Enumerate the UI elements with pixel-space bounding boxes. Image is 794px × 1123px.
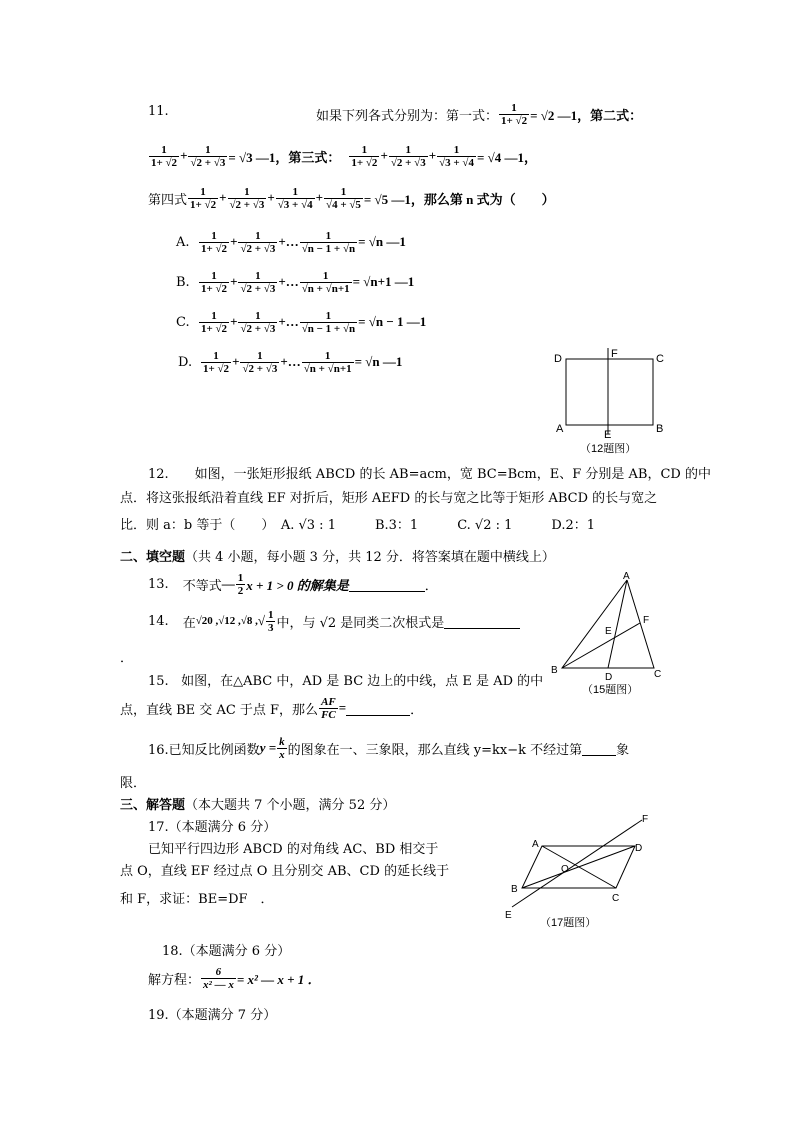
frac <box>437 144 476 169</box>
q18-rhs: = x² — x + 1 ． <box>236 971 321 987</box>
figure-12 <box>550 344 680 459</box>
frac <box>300 270 352 295</box>
frac <box>236 572 246 597</box>
q17-line1: 已知平行四边形 ABCD 的对角线 AC、BD 相交于 <box>148 842 439 857</box>
label-a: A <box>623 571 630 582</box>
q17-line2: 点 O，直线 EF 经过点 O 且分别交 AB、CD 的延长线于 <box>120 864 450 879</box>
frac-den: √n − 1 + √n <box>301 242 356 255</box>
plus: + <box>180 148 188 163</box>
triangle-abc <box>562 580 654 668</box>
label-b: B <box>551 665 558 676</box>
q16-line1 <box>148 732 629 764</box>
line-ef <box>512 820 642 907</box>
label-e: E <box>604 429 612 441</box>
frac-num: 1 <box>161 143 167 156</box>
frac <box>349 144 379 169</box>
frac-num: 1 <box>213 349 219 362</box>
plus: + <box>230 234 238 249</box>
period: ． <box>410 702 424 718</box>
option-rhs: = √n —1 <box>354 354 403 369</box>
frac-num: 1 <box>237 571 244 584</box>
frac-den: 2 <box>237 584 244 597</box>
frac-num: AF <box>321 695 336 708</box>
frac-den: √2 + √3 <box>240 242 276 255</box>
frac-num: 1 <box>211 309 217 322</box>
q14-end: ． <box>120 651 134 666</box>
label-a: A <box>556 423 564 435</box>
plus: + <box>315 190 324 205</box>
q15-text2: 点，直线 BE 交 AC 于点 F，那么 <box>120 702 319 718</box>
option-label: D. <box>178 354 193 370</box>
period: ． <box>424 578 438 594</box>
rectangle-abcd <box>566 359 653 425</box>
q16-text: 的图象在一、三象限，那么直线 y=kx−k 不经过第 <box>287 742 583 758</box>
ellipsis: +… <box>278 274 299 289</box>
frac-num: 1 <box>255 269 261 282</box>
frac-num: 1 <box>361 143 368 156</box>
frac-den: √n − 1 + √n <box>301 322 356 335</box>
label-e: E <box>605 626 612 637</box>
section-desc: （本大题共 7 个小题，满分 52 分） <box>185 798 396 813</box>
q11-option-c <box>176 304 426 340</box>
q15-number: 15. <box>148 674 169 689</box>
label-e: E <box>505 910 512 921</box>
frac <box>149 144 179 169</box>
frac <box>188 186 218 211</box>
label-b: B <box>656 423 664 435</box>
q12-line2: 点．将这张报纸沿着直线 EF 对折后，矩形 AEFD 的长与宽之比等于矩形 ABCD 的长与宽之 <box>120 491 658 506</box>
q13-number: 13. <box>148 576 169 592</box>
option-label: B. <box>176 274 190 290</box>
frac-den: 1+ √2 <box>201 242 228 255</box>
q11-line2 <box>148 138 537 174</box>
q14-mid: 中，与 √2 是同类二次根式是 <box>276 615 445 631</box>
q16-lead: 16.已知反比例函数 <box>148 742 260 758</box>
q11-eq1-rhs: = √2 —1，第二式： <box>530 107 643 123</box>
frac-den: 1+ √2 <box>201 322 228 335</box>
frac-den: x <box>279 748 285 761</box>
label-d: D <box>605 672 613 683</box>
frac <box>276 186 315 211</box>
frac-den: √2 + √3 <box>240 322 276 335</box>
frac-den: 1+ √2 <box>190 198 217 211</box>
frac <box>238 270 277 295</box>
plus: + <box>232 354 240 369</box>
plus: + <box>380 148 388 163</box>
frac-num: 1 <box>205 143 211 156</box>
q15-line2 <box>120 692 423 724</box>
frac-den: √3 + √4 <box>277 198 313 211</box>
q11-option-d <box>178 344 402 380</box>
q12-line1: 12. 如图，一张矩形报纸 ABCD 的长 AB=acm，宽 BC=Bcm，E、F 分别是 AB，CD 的中 <box>148 467 711 482</box>
frac-num: 1 <box>511 101 517 114</box>
frac-num: k <box>279 735 285 748</box>
q17-head: 17.（本题满分 6 分） <box>148 820 277 835</box>
caption: （15题图） <box>582 684 639 696</box>
q13 <box>148 567 438 601</box>
q14-number: 14. <box>148 613 169 629</box>
q11-line3-lead: 第四式 <box>148 192 188 208</box>
frac-den: √2 + √3 <box>390 156 426 169</box>
frac-num: 1 <box>405 143 412 156</box>
plus: + <box>230 314 238 329</box>
option-rhs: = √n+1 —1 <box>352 274 415 289</box>
ellipsis: +… <box>280 354 301 369</box>
frac-num: 1 <box>244 185 250 198</box>
q11-option-a <box>176 224 406 260</box>
frac-den: 1+ √2 <box>203 362 230 375</box>
frac-num: 1 <box>453 143 460 156</box>
figure-17 <box>500 810 660 935</box>
frac <box>277 736 287 761</box>
frac-den: 1+ √2 <box>201 282 228 295</box>
frac-num: 1 <box>322 269 329 282</box>
frac <box>302 350 354 375</box>
q14-radicals: √20 ,√12 ,√8 , <box>195 615 258 627</box>
frac-num: 6 <box>215 965 222 978</box>
frac <box>389 144 428 169</box>
frac-num: 1 <box>340 185 347 198</box>
frac-den: x² — x <box>203 978 234 991</box>
q14-lead: 在 <box>182 615 196 631</box>
frac-den: √2 + √3 <box>242 362 278 375</box>
label-b: B <box>511 884 518 895</box>
q11-line1 <box>316 96 642 132</box>
frac <box>319 696 338 721</box>
label-f: F <box>643 615 650 626</box>
frac-den: FC <box>321 708 336 721</box>
q16-tail: 象 <box>616 742 630 758</box>
frac-den: √3 + √4 <box>439 156 474 169</box>
figure-15 <box>548 570 668 700</box>
section-2-heading <box>120 546 555 565</box>
caption: （12题图） <box>580 443 637 455</box>
answer-blank[interactable] <box>444 614 520 629</box>
q14: 14. 在 √20 ,√12 ,√8 , √ $\frac{1}{3}$ 中，与 √2 是同类二次根式是 <box>148 606 520 636</box>
q18-equation <box>148 962 321 994</box>
label-f: F <box>642 814 649 825</box>
frac-num: 1 <box>325 309 332 322</box>
minus: — <box>221 576 235 591</box>
section-title: 二、填空题 <box>120 550 186 565</box>
frac-den: 1+ √2 <box>501 114 528 127</box>
caption: （17题图） <box>540 917 597 929</box>
frac-num: 1 <box>211 229 217 242</box>
section-3-heading <box>120 794 395 813</box>
frac <box>240 350 279 375</box>
q16-line2: 限． <box>120 776 147 791</box>
plus: + <box>219 190 227 205</box>
frac <box>199 270 229 295</box>
label-c: C <box>656 353 664 365</box>
frac-den: 1+ √2 <box>351 156 378 169</box>
q15-text: 如图，在△ABC 中，AD 是 BC 边上的中线，点 E 是 AD 的中 <box>181 674 544 689</box>
frac <box>266 609 276 634</box>
frac-num: 1 <box>267 608 274 621</box>
frac-den: √2 + √3 <box>190 156 226 169</box>
option-label: C. <box>176 314 190 330</box>
frac <box>324 186 363 211</box>
frac <box>188 144 227 169</box>
label-a: A <box>532 839 539 850</box>
option-rhs: = √n − 1 —1 <box>358 314 427 329</box>
section-title: 三、解答题 <box>120 798 186 813</box>
q17-line3: 和 F，求证：BE=DF ． <box>120 892 274 907</box>
frac-num: 1 <box>211 269 217 282</box>
label-o: O <box>561 864 569 875</box>
frac-den: √2 + √3 <box>229 198 265 211</box>
q16-y: y = <box>259 740 277 755</box>
label-d: D <box>554 353 562 365</box>
section-desc: （共 4 小题，每小题 3 分，共 12 分．将答案填在题中横线上） <box>185 550 555 565</box>
ellipsis: +… <box>278 234 299 249</box>
line-bf <box>562 623 640 668</box>
q12-line3: 比．则 a：b 等于（ ） A. √3 : 1 B.3：1 C. √2 : 1 D.2：1 <box>120 518 596 533</box>
q19-head: 19.（本题满分 7 分） <box>148 1008 277 1023</box>
frac <box>201 350 231 375</box>
label-d: D <box>635 843 643 854</box>
frac <box>300 310 357 335</box>
label-c: C <box>612 893 620 904</box>
q15-line1 <box>148 670 543 689</box>
frac-num: 1 <box>200 185 206 198</box>
frac <box>199 230 229 255</box>
frac-num: 1 <box>292 185 298 198</box>
equals: = <box>338 700 347 715</box>
q11-eq3-rhs: = √4 —1， <box>476 149 538 165</box>
frac <box>199 310 229 335</box>
frac-num: 1 <box>255 229 261 242</box>
q13-tail: x + 1 > 0 的解集是 <box>246 577 349 593</box>
frac <box>499 102 529 127</box>
q11-eq2-rhs: = √3 —1，第三式： <box>228 149 341 165</box>
plus: + <box>230 274 238 289</box>
frac-num: 1 <box>257 349 263 362</box>
q11-intro: 如果下列各式分别为：第一式： <box>316 108 499 124</box>
q18-lead: 解方程： <box>148 972 201 988</box>
frac-den: √n + √n+1 <box>303 362 352 375</box>
plus: + <box>267 190 275 205</box>
plus: + <box>428 148 437 163</box>
answer-blank[interactable] <box>349 577 425 592</box>
frac-den: √n + √n+1 <box>301 282 350 295</box>
q11-option-b <box>176 264 414 300</box>
option-label: A. <box>176 234 190 250</box>
answer-blank[interactable] <box>582 741 616 756</box>
option-rhs: = √n —1 <box>358 234 406 249</box>
frac <box>201 966 236 991</box>
frac-den: 1+ √2 <box>151 156 178 169</box>
q11-eq4-rhs: = √5 —1，那么第 n 式为（ ） <box>363 191 555 207</box>
frac-num: 1 <box>255 309 261 322</box>
frac-den: √4 + √5 <box>326 198 361 211</box>
q11-number: 11. <box>148 104 169 119</box>
frac-den: 3 <box>267 621 274 634</box>
label-c: C <box>654 669 662 680</box>
frac <box>300 230 357 255</box>
frac <box>238 230 277 255</box>
q13-lead: 不等式 <box>182 578 222 594</box>
frac-num: 1 <box>324 349 331 362</box>
q11-line3 <box>148 180 555 216</box>
q18-head: 18.（本题满分 6 分） <box>162 944 291 959</box>
frac-den: √2 + √3 <box>240 282 276 295</box>
frac <box>228 186 267 211</box>
answer-blank[interactable] <box>346 701 410 716</box>
label-f: F <box>611 348 618 360</box>
ellipsis: +… <box>278 314 299 329</box>
frac <box>238 310 277 335</box>
frac-num: 1 <box>325 229 332 242</box>
